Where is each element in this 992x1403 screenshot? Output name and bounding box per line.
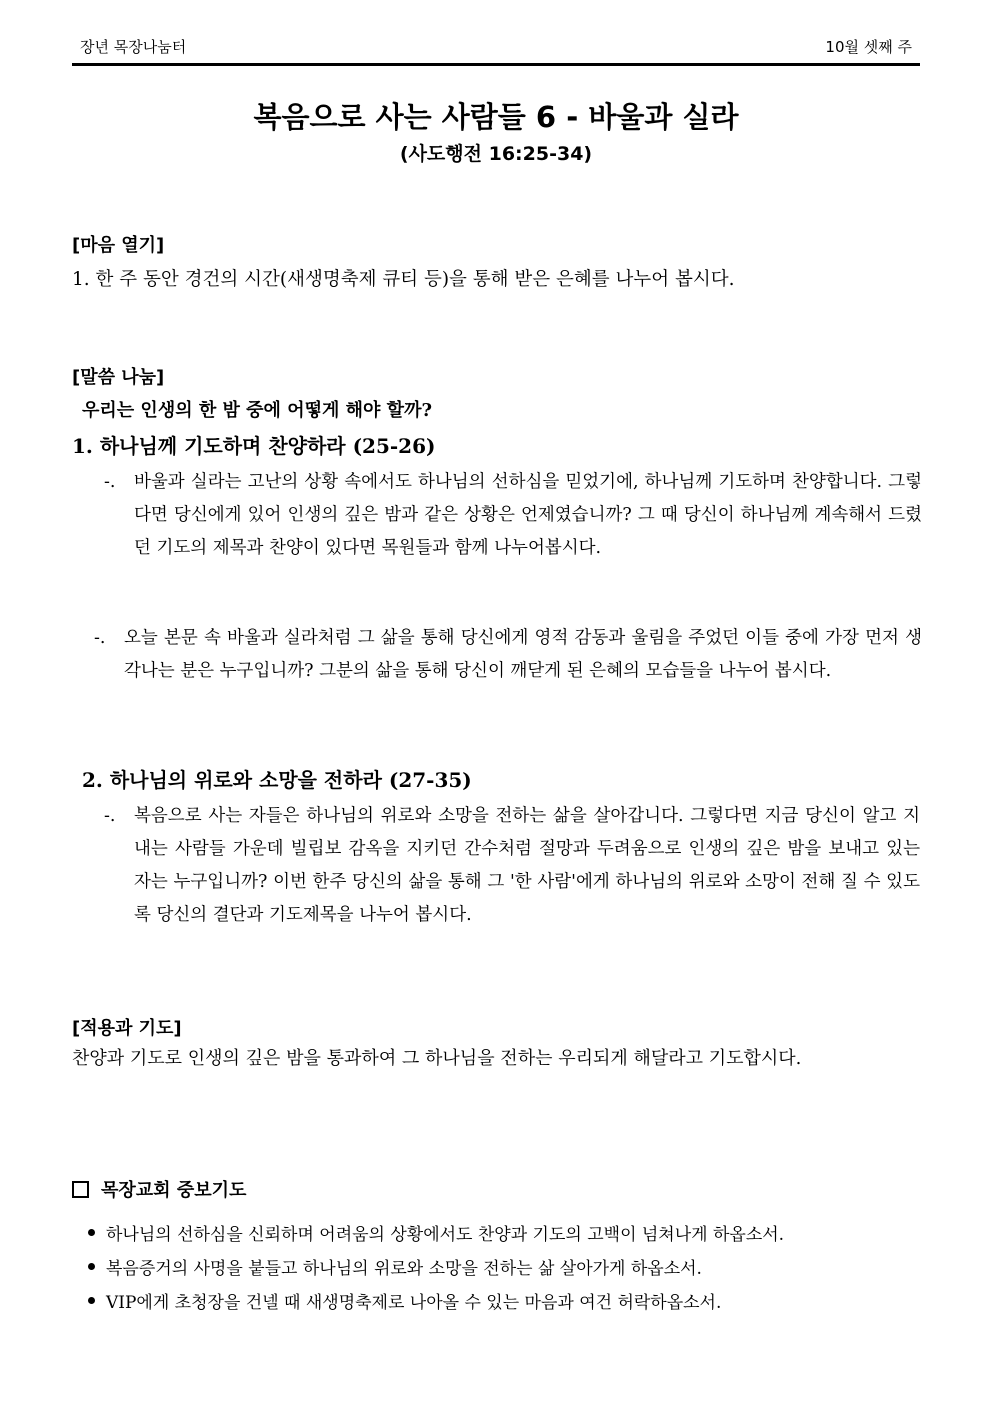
item-text: 오늘 본문 속 바울과 실라처럼 그 삶을 통해 당신에게 영적 감동과 울림을 주었던 이들 중에 가장 먼저 생각나는 분은 누구입니까? 그분의 삶을 통해 당신이 깨닫게 된 은혜의 모습들을 나누어 봅시다. xyxy=(124,628,922,681)
section-heading-word: [말씀 나눔] xyxy=(72,367,165,388)
list-item xyxy=(82,1215,784,1249)
apply-text: 찬양과 기도로 인생의 깊은 밤을 통과하여 그 하나님을 전하는 우리되게 해달라고 기도합시다. xyxy=(72,1048,802,1069)
discussion-item xyxy=(104,466,922,565)
list-item xyxy=(82,1249,784,1283)
section-heading-open: [마음 열기] xyxy=(72,235,165,256)
page-header xyxy=(72,36,920,58)
main-question: 우리는 인생의 한 밤 중에 어떻게 해야 할까? xyxy=(82,400,433,421)
bullet-icon xyxy=(88,1229,95,1236)
bullet-icon xyxy=(88,1263,95,1270)
item-marker: -. xyxy=(104,806,116,826)
prayer-item-text: VIP에게 초청장을 건넬 때 새생명축제로 나아올 수 있는 마음과 여건 허락하옵소서. xyxy=(106,1292,722,1313)
item-text: 복음으로 사는 자들은 하나님의 위로와 소망을 전하는 삶을 살아갑니다. 그렇다면 지금 당신이 알고 지내는 사람들 가운데 빌립보 감옥을 지키던 간수처럼 절망과 두려움으로 인생의 깊은 밤을 보내고 있는 자는 누구입니까? 이번 한주 당신의 삶을 통해 그 '한 사람'에게 하나님의 위로와 소망이 전해 질 수 있도록 당신의 결단과 기도제목을 나누어 봅시다. xyxy=(134,806,920,925)
point-title-1: 1. 하나님께 기도하며 찬양하라 (25-26) xyxy=(72,434,436,458)
checkbox-icon xyxy=(72,1181,89,1198)
discussion-item xyxy=(104,800,920,932)
prayer-item-text: 복음증거의 사명을 붙들고 하나님의 위로와 소망을 전하는 삶 살아가게 하옵소서. xyxy=(106,1258,702,1279)
item-marker: -. xyxy=(104,472,116,492)
section-heading-apply: [적용과 기도] xyxy=(72,1018,182,1039)
item-marker: -. xyxy=(94,628,106,648)
header-week: 10월 셋째 주 xyxy=(825,38,912,56)
point-title-2: 2. 하나님의 위로와 소망을 전하라 (27-35) xyxy=(82,768,472,792)
prayer-item-text: 하나님의 선하심을 신뢰하며 어려움의 상황에서도 찬양과 기도의 고백이 넘쳐나게 하옵소서. xyxy=(106,1224,785,1245)
prayer-heading xyxy=(72,1176,246,1202)
open-question: 1. 한 주 동안 경건의 시간(새생명축제 큐티 등)을 통해 받은 은혜를 나누어 봅시다. xyxy=(72,269,735,290)
prayer-heading-label: 목장교회 중보기도 xyxy=(101,1180,247,1201)
page-title: 복음으로 사는 사람들 6 - 바울과 실라 xyxy=(253,100,739,134)
header-group-name: 장년 목장나눔터 xyxy=(80,38,187,56)
scripture-reference: (사도행전 16:25-34) xyxy=(399,143,593,165)
discussion-item xyxy=(94,622,922,688)
header-divider xyxy=(72,63,920,66)
list-item xyxy=(82,1283,784,1317)
item-text: 바울과 실라는 고난의 상황 속에서도 하나님의 선하심을 믿었기에, 하나님께 기도하며 찬양합니다. 그렇다면 당신에게 있어 인생의 깊은 밤과 같은 상황은 언제였습니까? 그 때 당신이 하나님께 계속해서 드렸던 기도의 제목과 찬양이 있다면 목원들과 함께 나누어봅시다. xyxy=(134,472,922,558)
bullet-icon xyxy=(88,1297,95,1304)
prayer-list xyxy=(82,1215,784,1317)
